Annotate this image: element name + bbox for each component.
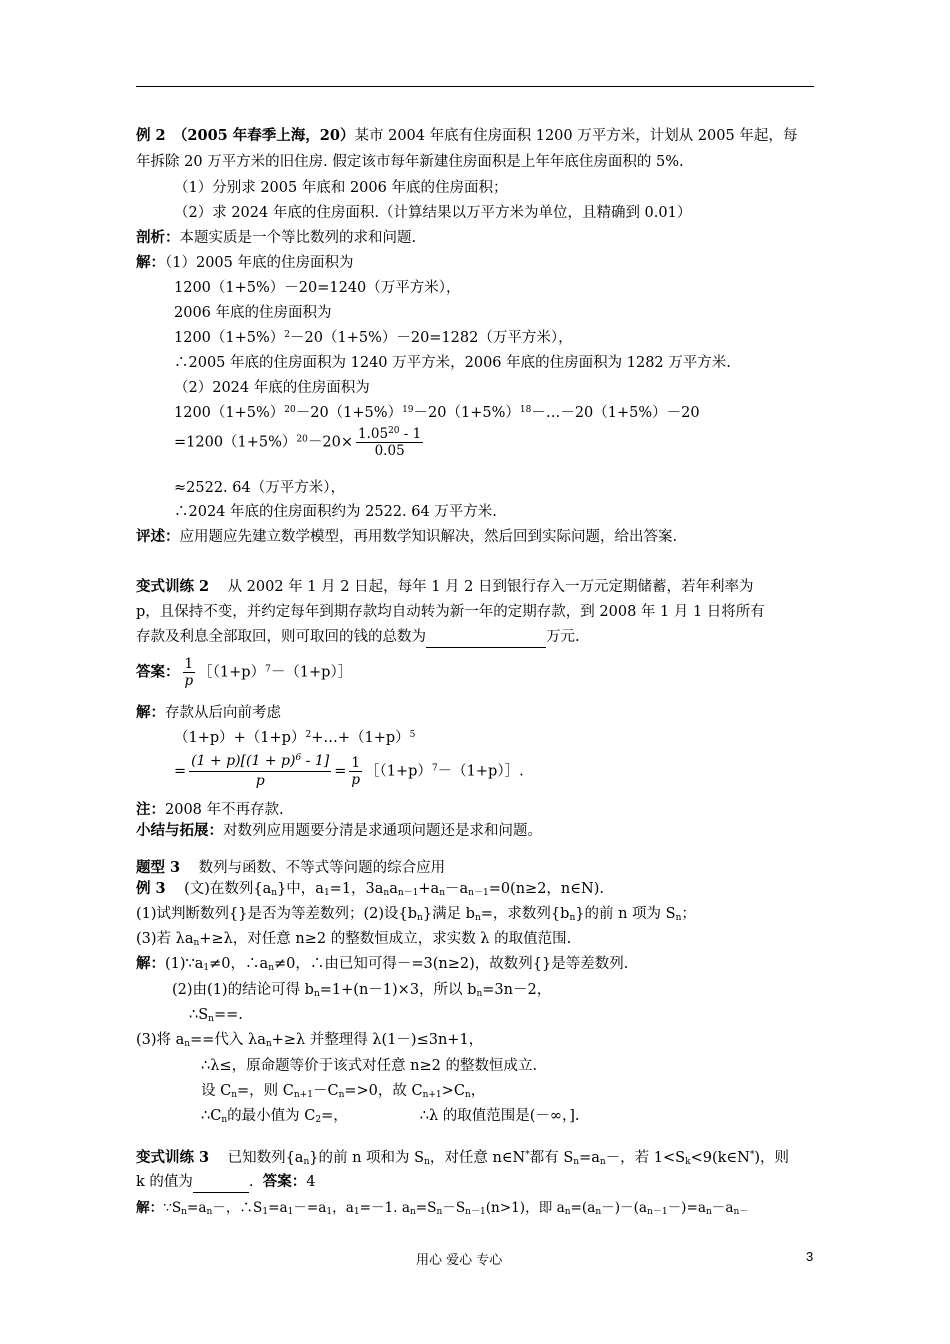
fraction-1-over-p-2: $\frac{1}{p}$ <box>351 755 361 788</box>
example-3-solution-1: 解：$(1)\because a_1\ne 0$，$\therefore a_n\ne 0$，∴由已知可得－=3(n≥2)，故数列{}是等差数列. <box>136 955 629 973</box>
variant-2-line-3: 存款及利息全部取回，则可取回的钱的总数为 万元. <box>136 627 580 648</box>
page-number: 3 <box>806 1249 814 1264</box>
footer-motto: 用心 爱心 专心 <box>416 1253 503 1268</box>
variant-2-line-1: 变式训练 2 从 2002 年 1 月 2 日起，每年 1 月 2 日到银行存入一万元定期储蓄，若年利率为 <box>136 578 754 595</box>
example-2-line-2: 年拆除 20 万平方米的旧住房. 假定该市每年新建住房面积是上年年底住房面积的 5%. <box>136 154 684 170</box>
comment-line: 评述：应用题应先建立数学模型，再用数学知识解决，然后回到实际问题，给出答案. <box>136 528 678 545</box>
variant-2-line-2: p，且保持不变，并约定每年到期存款均自动转为新一年的定期存款，到 2008 年 1 月 1 日将所有 <box>136 604 765 620</box>
answer-blank <box>426 627 546 648</box>
note-line: 注：2008 年不再存款. <box>136 801 284 818</box>
variant-3-solution: 解：$\because S_n=a_n-$，$\therefore S_1=a_1-=a_1$，$a_1=-1$. $a_n=S_n-S_{n-1}(n>1)$，即 $a_n=(a_n-)-(a_{n-1}-)=a_n-a_{n-}$ <box>136 1200 749 1217</box>
solution-line-6: （2）2024 年底的住房面积为 <box>174 380 370 396</box>
solution-line-5: ∴2005 年底的住房面积为 1240 万平方米，2006 年底的住房面积为 1282 万平方米. <box>174 355 731 371</box>
fraction-geometric-sum: $\frac{(1 + p)[(1 + p)^6 - 1]}{p}$ <box>191 753 330 789</box>
example-3-solution-6: 设 $C_n=$，则 $C_{n+1}-C_n=>0$，故 $C_{n+1}>C_n$， <box>201 1083 486 1100</box>
solution-line-2: 1200（1+5%）－20=1240（万平方米）， <box>174 280 461 296</box>
variant-2-solution-3: = $\frac{(1 + p)[(1 + p)^6 - 1]}{p}$ = $\frac{1}{p}$ $[(1+p)^7-(1+p)]$. <box>174 753 524 789</box>
solution-line-10: ∴2024 年底的住房面积约为 2522. 64 万平方米. <box>174 504 497 520</box>
fraction-1-over-p: $\frac{1}{p}$ <box>184 656 194 689</box>
k-value-blank <box>193 1172 249 1193</box>
variant-2-solution-2: $(1+p)+(1+p)^2+\dots+(1+p)^5$ <box>174 730 416 746</box>
topic-3-heading: 题型 3 数列与函数、不等式等问题的综合应用 <box>136 859 446 876</box>
summary-line: 小结与拓展：对数列应用题要分清是求通项问题还是求和问题。 <box>136 822 542 839</box>
variant-3-line-1: 变式训练 3 已知数列$\{a_n\}$的前 n 项和为 $S_n$，对任意 n∈N*都有 $S_n=a_n-$，若 $1<S_k<9(k\in N^*)$，则 <box>136 1149 789 1167</box>
example-3-solution-4: (3)将 $a_n==$代入 $\lambda a_n+\ge\lambda$ 并整理得 λ(1－)≤3n+1， <box>136 1032 484 1049</box>
example-3-line-2: (1)试判断数列{}是否为等差数列；(2)设$\{b_n\}$满足 $b_n=$，求数列$\{b_n\}$的前 n 项为 $S_n$； <box>136 906 696 923</box>
example-3-line-1: 例 3 (文)在数列$\{a_n\}$中，$a_1=1$，$3a_na_{n-1}+a_n-a_{n-1}=0(n\ge 2$，n∈N). <box>136 880 604 898</box>
fraction-1-05-power: $\frac{1.05^{20} - 1}{0.05}$ <box>358 426 422 459</box>
answer-line: 答案： $\frac{1}{p}$ $[(1+p)^7-(1+p)]$ <box>136 656 353 689</box>
example-3-solution-3: $\therefore S_n==$. <box>189 1007 243 1024</box>
example-3-solution-7: $\therefore C_n$的最小值为 $C_2=$， ∴λ 的取值范围是(－∞，]. <box>201 1108 580 1125</box>
example-3-line-3: (3)若 $\lambda a_n+\ge\lambda$，对任意 n≥2 的整数恒成立，求实数 λ 的取值范围. <box>136 931 572 948</box>
solution-line-4: $1200(1+5\%)^2-20(1+5\%)-20=1282$（万平方米）， <box>174 330 573 346</box>
solution-line-3: 2006 年底的住房面积为 <box>174 305 332 321</box>
solution-line-8: $=1200(1+5\%)^{20}-20\times$ $\frac{1.05^{20} - 1}{0.05}$ <box>174 426 422 459</box>
solution-line-7: $1200(1+5\%)^{20}-20(1+5\%)^{19}-20(1+5\%)^{18}-\dots-20(1+5\%)-20$ <box>174 405 700 421</box>
example-2-part-1: （1）分别求 2005 年底和 2006 年底的住房面积； <box>174 180 508 196</box>
variant-3-line-2: k 的值为 . 答案：4 <box>136 1172 315 1193</box>
example-2-line-1: 例 2 （2005 年春季上海，20）某市 2004 年底有住房面积 1200 万平方米，计划从 2005 年起，每 <box>136 127 798 144</box>
analysis-line: 剖析：本题实质是一个等比数列的求和问题. <box>136 229 417 246</box>
example-2-part-2: （2）求 2024 年底的住房面积.（计算结果以万平方米为单位，且精确到 0.01） <box>174 205 692 221</box>
example-3-solution-5: ∴λ≤，原命题等价于该式对任意 n≥2 的整数恒成立. <box>201 1058 538 1074</box>
example-3-solution-2: (2)由(1)的结论可得 $b_n=1+(n-1)\times 3$，所以 $b_n=3n-2$， <box>172 982 552 999</box>
header-rule <box>136 86 814 87</box>
solution-line-9: ≈2522. 64（万平方米）， <box>174 480 345 496</box>
variant-2-solution-1: 解：存款从后向前考虑 <box>136 704 281 721</box>
solution-line-1: 解：（1）2005 年底的住房面积为 <box>136 254 354 271</box>
